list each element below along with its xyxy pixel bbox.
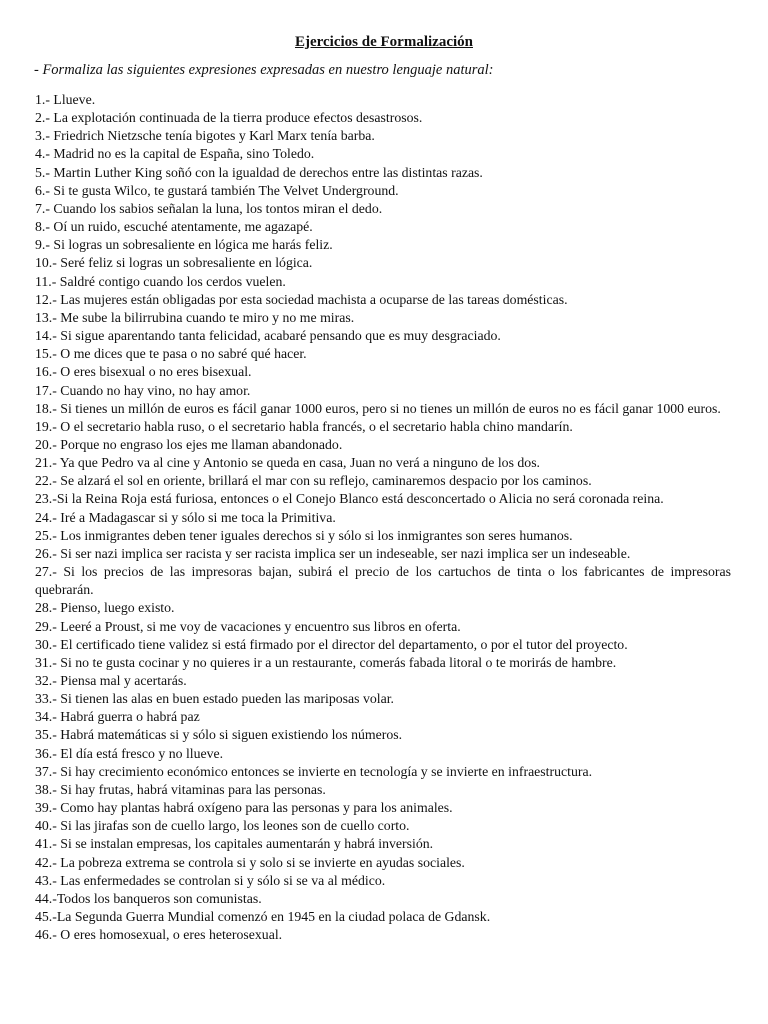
exercise-item: 29.- Leeré a Proust, si me voy de vacaciones y encuentro sus libros en oferta. xyxy=(35,618,461,634)
exercise-item: 10.- Seré feliz si logras un sobresaliente en lógica. xyxy=(35,255,313,271)
exercise-item: 14.- Si sigue aparentando tanta felicidad, acabaré pensando que es muy desgraciado. xyxy=(35,328,501,344)
exercise-item: 21.- Ya que Pedro va al cine y Antonio se queda en casa, Juan no verá a ninguno de los dos. xyxy=(35,455,541,471)
exercise-item: 27.- Si los precios de las impresoras bajan, subirá el precio de los cartuchos de tinta o los fabricantes de impresoras quebrarán. xyxy=(35,564,731,598)
exercise-item: 38.- Si hay frutas, habrá vitaminas para las personas. xyxy=(35,781,326,797)
exercise-item: 24.- Iré a Madagascar si y sólo si me toca la Primitiva. xyxy=(35,509,336,525)
exercise-item: 44.-Todos los banqueros son comunistas. xyxy=(35,890,262,906)
exercise-item: 40.- Si las jirafas son de cuello largo, los leones son de cuello corto. xyxy=(35,818,410,834)
exercise-item: 33.- Si tienen las alas en buen estado pueden las mariposas volar. xyxy=(35,691,395,707)
exercise-item: 3.- Friedrich Nietzsche tenía bigotes y Karl Marx tenía barba. xyxy=(35,128,375,144)
exercise-item: 5.- Martin Luther King soñó con la igualdad de derechos entre las distintas razas. xyxy=(35,164,483,180)
exercise-item: 32.- Piensa mal y acertarás. xyxy=(35,673,187,688)
exercise-item: 18.- Si tienes un millón de euros es fácil ganar 1000 euros, pero si no tienes un millón de euros no es fácil ganar 1000 euros. xyxy=(35,400,721,416)
exercise-item: 26.- Si ser nazi implica ser racista y ser racista implica ser un indeseable, ser nazi implica ser un indeseable. xyxy=(35,545,631,561)
exercise-item: 19.- O el secretario habla ruso, o el secretario habla francés, o el secretario habla chino mandarín. xyxy=(35,418,573,434)
exercise-item: 16.- O eres bisexual o no eres bisexual. xyxy=(35,364,252,380)
exercise-item: 4.- Madrid no es la capital de España, sino Toledo. xyxy=(35,146,315,162)
exercise-item: 37.- Si hay crecimiento económico entonces se invierte en tecnología y se invierte en infraestructura. xyxy=(35,763,593,779)
exercise-item: 15.- O me dices que te pasa o no sabré qué hacer. xyxy=(35,346,307,362)
exercise-item: 43.- Las enfermedades se controlan si y sólo si se va al médico. xyxy=(35,872,386,888)
exercise-item: 13.- Me sube la bilirrubina cuando te miro y no me miras. xyxy=(35,309,355,325)
exercise-item: 17.- Cuando no hay vino, no hay amor. xyxy=(35,382,251,398)
page-title: Ejercicios de Formalización xyxy=(294,34,473,50)
exercise-item: 46.- O eres homosexual, o eres heterosexual. xyxy=(35,927,283,943)
exercise-item: 34.- Habrá guerra o habrá paz xyxy=(35,709,200,725)
exercise-item: 2.- La explotación continuada de la tierra produce efectos desastrosos. xyxy=(35,110,423,126)
exercise-item: 35.- Habrá matemáticas si y sólo si siguen existiendo los números. xyxy=(35,727,403,743)
exercise-item: 36.- El día está fresco y no llueve. xyxy=(35,745,224,761)
instructions: - Formaliza las siguientes expresiones expresadas en nuestro lenguaje natural: xyxy=(34,62,494,78)
exercise-list xyxy=(35,91,731,944)
exercise-item: 1.- Llueve. xyxy=(35,92,96,107)
exercise-item: 41.- Si se instalan empresas, los capitales aumentarán y habrá inversión. xyxy=(35,836,434,852)
exercise-item: 39.- Como hay plantas habrá oxígeno para las personas y para los animales. xyxy=(35,800,453,816)
exercise-item: 12.- Las mujeres están obligadas por esta sociedad machista a ocuparse de las tareas domésticas. xyxy=(35,291,568,307)
exercise-item: 9.- Si logras un sobresaliente en lógica me harás feliz. xyxy=(35,237,333,253)
exercise-item: 11.- Saldré contigo cuando los cerdos vuelen. xyxy=(35,273,286,289)
exercise-item: 8.- Oí un ruido, escuché atentamente, me agazapé. xyxy=(35,219,313,235)
exercise-item: 45.-La Segunda Guerra Mundial comenzó en 1945 en la ciudad polaca de Gdansk. xyxy=(35,909,491,925)
exercise-item: 31.- Si no te gusta cocinar y no quieres ir a un restaurante, comerás fabada litoral o te morirás de hambre. xyxy=(35,654,617,670)
exercise-item: 42.- La pobreza extrema se controla si y solo si se invierte en ayudas sociales. xyxy=(35,854,465,870)
exercise-item: 6.- Si te gusta Wilco, te gustará también The Velvet Underground. xyxy=(35,182,399,198)
exercise-item: 7.- Cuando los sabios señalan la luna, los tontos miran el dedo. xyxy=(35,200,383,216)
exercise-item: 30.- El certificado tiene validez si está firmado por el director del departamento, o por el tutor del proyecto. xyxy=(35,636,628,652)
exercise-item: 28.- Pienso, luego existo. xyxy=(35,600,175,616)
exercise-item: 23.-Si la Reina Roja está furiosa, entonces o el Conejo Blanco está desconcertado o Alicia no será coronada reina. xyxy=(35,491,664,507)
exercise-item: 25.- Los inmigrantes deben tener iguales derechos si y sólo si los inmigrantes son seres humanos. xyxy=(35,527,573,543)
exercise-item: 20.- Porque no engraso los ejes me llaman abandonado. xyxy=(35,436,343,452)
exercise-item: 22.- Se alzará el sol en oriente, brillará el mar con su reflejo, caminaremos despacio por los caminos. xyxy=(35,473,592,489)
